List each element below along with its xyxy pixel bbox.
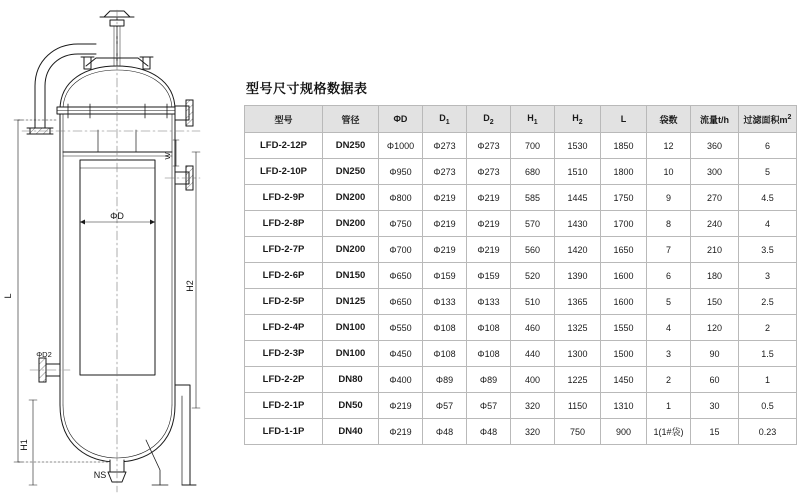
table-cell: Φ700: [379, 237, 423, 263]
table-cell: 0.5: [739, 393, 797, 419]
col-header-h2: $H_2$: [555, 106, 601, 133]
table-cell: 1225: [555, 367, 601, 393]
table-cell: 1450: [601, 367, 647, 393]
col-header-d1: $D_1$: [423, 106, 467, 133]
table-row: [245, 315, 797, 341]
table-row: [245, 367, 797, 393]
table-cell: 0.23: [739, 419, 797, 445]
table-cell: Φ133: [467, 289, 511, 315]
dim-label-D: ΦD: [110, 211, 124, 221]
table-cell: 120: [691, 315, 739, 341]
table-cell: DN80: [323, 367, 379, 393]
table-cell: 6: [739, 133, 797, 159]
table-cell: 1550: [601, 315, 647, 341]
table-cell: Φ57: [423, 393, 467, 419]
table-cell: 440: [511, 341, 555, 367]
table-cell: 1420: [555, 237, 601, 263]
dim-label-D2: ΦD2: [36, 350, 52, 359]
table-cell: Φ108: [467, 341, 511, 367]
table-cell: 180: [691, 263, 739, 289]
table-cell: LFD-2-1P: [245, 393, 323, 419]
table-cell: DN100: [323, 341, 379, 367]
col-header-filter-area: 过滤面积$m^2$: [739, 106, 797, 133]
table-row: [245, 185, 797, 211]
table-cell: Φ159: [423, 263, 467, 289]
table-cell: 1500: [601, 341, 647, 367]
spec-table: [244, 105, 797, 445]
table-cell: LFD-2-5P: [245, 289, 323, 315]
table-cell: 150: [691, 289, 739, 315]
table-cell: 360: [691, 133, 739, 159]
table-cell: DN200: [323, 211, 379, 237]
table-cell: Φ89: [423, 367, 467, 393]
table-cell: Φ57: [467, 393, 511, 419]
top-right-flange: [186, 100, 193, 126]
table-cell: DN150: [323, 263, 379, 289]
col-header-pipe-size: 管径: [323, 106, 379, 133]
filter-basket: [80, 160, 155, 375]
table-cell: 5: [647, 289, 691, 315]
col-header-bag-count: 袋数: [647, 106, 691, 133]
table-cell: 4.5: [739, 185, 797, 211]
table-cell: 7: [647, 237, 691, 263]
table-cell: Φ89: [467, 367, 511, 393]
col-header-model: 型号: [245, 106, 323, 133]
table-cell: 210: [691, 237, 739, 263]
table-cell: 1850: [601, 133, 647, 159]
spec-table-panel: [244, 78, 796, 445]
table-cell: Φ650: [379, 263, 423, 289]
table-cell: 320: [511, 393, 555, 419]
table-cell: 1600: [601, 289, 647, 315]
table-cell: 3.5: [739, 237, 797, 263]
table-cell: 5: [739, 159, 797, 185]
vessel-bottom-head: [60, 405, 175, 462]
table-cell: 900: [601, 419, 647, 445]
table-cell: 9: [647, 185, 691, 211]
table-cell: Φ650: [379, 289, 423, 315]
table-cell: 2: [739, 315, 797, 341]
table-cell: 1445: [555, 185, 601, 211]
table-row: [245, 289, 797, 315]
table-cell: Φ108: [467, 315, 511, 341]
table-row: [245, 341, 797, 367]
equipment-drawing: [0, 0, 240, 500]
table-cell: DN200: [323, 237, 379, 263]
table-cell: LFD-2-8P: [245, 211, 323, 237]
table-cell: 270: [691, 185, 739, 211]
table-cell: 30: [691, 393, 739, 419]
col-header-h1: $H_1$: [511, 106, 555, 133]
table-cell: Φ950: [379, 159, 423, 185]
table-cell: DN50: [323, 393, 379, 419]
table-cell: 460: [511, 315, 555, 341]
table-cell: Φ219: [467, 237, 511, 263]
table-cell: 3: [647, 341, 691, 367]
spec-table-title: 型号尺寸规格数据表: [246, 81, 368, 96]
table-cell: 1: [739, 367, 797, 393]
table-row: [245, 159, 797, 185]
table-cell: 560: [511, 237, 555, 263]
table-header-row: [245, 106, 797, 133]
dim-label-H2: H2: [185, 280, 195, 292]
table-cell: Φ133: [423, 289, 467, 315]
table-cell: 1750: [601, 185, 647, 211]
table-cell: LFD-2-7P: [245, 237, 323, 263]
table-cell: 300: [691, 159, 739, 185]
col-header-phi-d: ΦD: [379, 106, 423, 133]
table-cell: LFD-2-10P: [245, 159, 323, 185]
col-header-d2: $D_2$: [467, 106, 511, 133]
table-cell: DN40: [323, 419, 379, 445]
table-row: [245, 419, 797, 445]
table-cell: 1: [647, 393, 691, 419]
table-cell: 1390: [555, 263, 601, 289]
table-cell: 1310: [601, 393, 647, 419]
table-cell: 12: [647, 133, 691, 159]
table-cell: 15: [691, 419, 739, 445]
table-cell: 1430: [555, 211, 601, 237]
table-cell: 1(1#袋): [647, 419, 691, 445]
table-cell: 3: [739, 263, 797, 289]
bag-filter-drawing-svg: [0, 0, 240, 500]
table-cell: DN100: [323, 315, 379, 341]
table-cell: Φ273: [423, 133, 467, 159]
table-cell: 1700: [601, 211, 647, 237]
table-cell: 4: [647, 315, 691, 341]
table-cell: Φ219: [423, 185, 467, 211]
table-cell: 400: [511, 367, 555, 393]
dim-label-L: L: [3, 293, 13, 299]
table-cell: Φ219: [379, 419, 423, 445]
table-cell: 1300: [555, 341, 601, 367]
table-cell: 570: [511, 211, 555, 237]
table-cell: LFD-1-1P: [245, 419, 323, 445]
table-cell: 240: [691, 211, 739, 237]
table-cell: Φ219: [423, 237, 467, 263]
table-cell: 6: [647, 263, 691, 289]
table-row: [245, 237, 797, 263]
table-cell: Φ159: [467, 263, 511, 289]
table-cell: DN250: [323, 159, 379, 185]
table-cell: 1510: [555, 159, 601, 185]
table-cell: 1325: [555, 315, 601, 341]
table-cell: 2.5: [739, 289, 797, 315]
table-cell: LFD-2-3P: [245, 341, 323, 367]
table-cell: 60: [691, 367, 739, 393]
table-cell: 510: [511, 289, 555, 315]
table-cell: 2: [647, 367, 691, 393]
table-cell: 320: [511, 419, 555, 445]
table-cell: Φ273: [467, 133, 511, 159]
table-cell: Φ450: [379, 341, 423, 367]
table-cell: 1530: [555, 133, 601, 159]
table-cell: Φ800: [379, 185, 423, 211]
table-cell: Φ219: [423, 211, 467, 237]
table-cell: 8: [647, 211, 691, 237]
table-cell: 1.5: [739, 341, 797, 367]
table-cell: Φ550: [379, 315, 423, 341]
table-row: [245, 133, 797, 159]
table-cell: 680: [511, 159, 555, 185]
table-cell: 700: [511, 133, 555, 159]
table-cell: LFD-2-6P: [245, 263, 323, 289]
table-cell: 4: [739, 211, 797, 237]
vessel-top-head: [60, 66, 175, 110]
dim-label-H1: H1: [19, 439, 29, 451]
table-row: [245, 211, 797, 237]
table-cell: 10: [647, 159, 691, 185]
table-cell: 1650: [601, 237, 647, 263]
table-cell: Φ48: [423, 419, 467, 445]
table-cell: Φ750: [379, 211, 423, 237]
table-cell: 520: [511, 263, 555, 289]
table-cell: Φ219: [467, 185, 511, 211]
table-cell: 1800: [601, 159, 647, 185]
table-cell: LFD-2-2P: [245, 367, 323, 393]
table-row: [245, 393, 797, 419]
table-cell: Φ273: [467, 159, 511, 185]
table-cell: LFD-2-9P: [245, 185, 323, 211]
col-header-l: L: [601, 106, 647, 133]
table-cell: 585: [511, 185, 555, 211]
table-cell: DN200: [323, 185, 379, 211]
table-cell: Φ108: [423, 341, 467, 367]
table-cell: LFD-2-4P: [245, 315, 323, 341]
table-row: [245, 263, 797, 289]
dim-label-W: W: [163, 152, 172, 160]
table-cell: LFD-2-12P: [245, 133, 323, 159]
table-cell: Φ1000: [379, 133, 423, 159]
table-cell: Φ48: [467, 419, 511, 445]
table-cell: Φ400: [379, 367, 423, 393]
dim-label-NS: NS: [93, 470, 107, 480]
table-cell: DN125: [323, 289, 379, 315]
table-cell: Φ219: [467, 211, 511, 237]
table-cell: 1365: [555, 289, 601, 315]
table-cell: DN250: [323, 133, 379, 159]
table-cell: 750: [555, 419, 601, 445]
table-cell: 1150: [555, 393, 601, 419]
table-cell: 1600: [601, 263, 647, 289]
table-cell: Φ273: [423, 159, 467, 185]
col-header-flow: 流量t/h: [691, 106, 739, 133]
table-cell: Φ108: [423, 315, 467, 341]
table-cell: 90: [691, 341, 739, 367]
table-cell: Φ219: [379, 393, 423, 419]
support-leg-right: [175, 385, 190, 485]
